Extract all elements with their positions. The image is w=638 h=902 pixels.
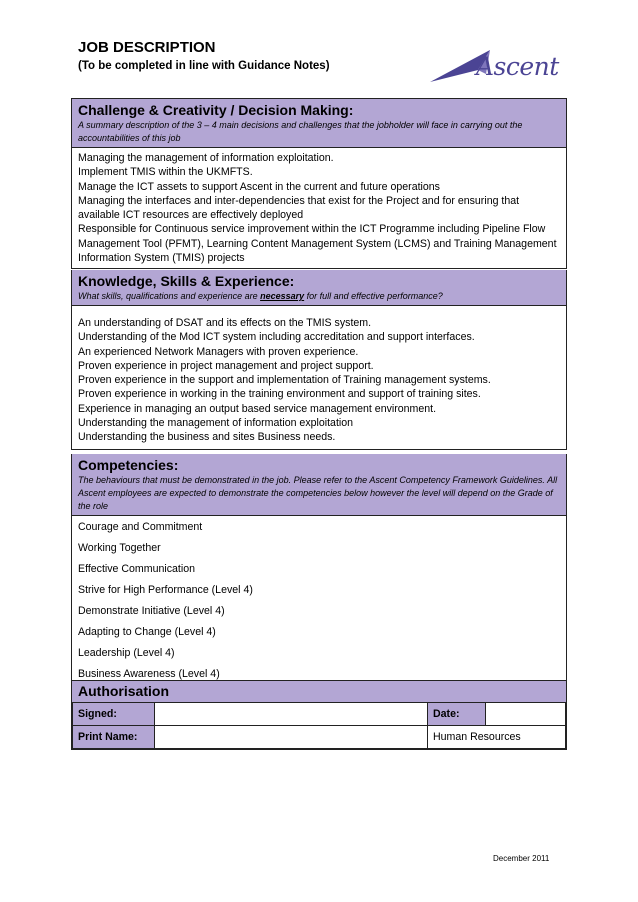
date-field[interactable] [486,703,566,726]
competencies-body [72,516,566,685]
competencies-header [72,454,566,516]
list-item: Demonstrate Initiative (Level 4) [78,605,225,617]
table-row [73,703,566,726]
challenge-note: A summary description of the 3 – 4 main decisions and challenges that the jobholder will face in carrying out the accountabilities of this job [78,120,523,143]
list-item: Understanding the management of information exploitation [78,417,354,430]
list-item: An experienced Network Managers with proven experience. [78,345,359,358]
list-item: Adapting to Change (Level 4) [78,626,216,638]
list-item: Experience in managing an output based service management environment. [78,402,437,415]
list-item: An understanding of DSAT and its effects on the TMIS system. [78,317,372,329]
list-item: Responsible for Continuous service improvement within the ICT Programme including Pipeline Flow Management Tool (PFMT), Learning Content Management System (LCMS) and Training Management Information System (TMIS) projects [78,223,557,265]
knowledge-note-part: What skills, qualifications and experience are [78,291,261,301]
list-item: Understanding of the Mod ICT system including accreditation and support interfaces. [78,331,475,344]
print-name-role: Human Resources [428,726,566,749]
page-title: JOB DESCRIPTION [78,39,216,56]
list-item: Working Together [78,542,161,554]
signed-field[interactable] [155,703,428,726]
authorisation-header [72,681,566,702]
list-item: Strive for High Performance (Level 4) [78,584,253,596]
challenge-section [71,98,567,269]
knowledge-note-part: for full and effective performance? [304,291,443,301]
page-subtitle: (To be completed in line with Guidance Notes) [78,60,330,72]
list-item: Implement TMIS within the UKMFTS. [78,166,253,179]
authorisation-section [71,680,567,750]
signed-label: Signed: [73,703,155,726]
knowledge-note-emphasis: necessary [260,291,305,301]
list-item: Managing the interfaces and inter-dependencies that exist for the Project and for ensuring that available ICT resources are effectively deployed [78,194,520,222]
challenge-title: Challenge & Creativity / Decision Making: [78,102,354,118]
knowledge-section [71,270,567,450]
print-name-field[interactable] [155,726,428,749]
competencies-note: The behaviours that must be demonstrated in the job. Please refer to the Ascent Competency Framework Guidelines. All Ascent employees are expected to demonstrate the competencies below however the level will depend on the Grade of the role [78,475,558,511]
list-item: Courage and Commitment [78,521,203,533]
footer-date: December 2011 [493,854,550,863]
competencies-section [71,454,567,686]
list-item: Proven experience in working in the training environment and support of training sites. [78,388,481,401]
knowledge-title: Knowledge, Skills & Experience: [78,273,295,289]
authorisation-title: Authorisation [78,683,169,699]
list-item: Managing the management of information exploitation. [78,152,334,164]
list-item: Understanding the business and sites Business needs. [78,431,336,444]
list-item: Proven experience in project management and project support. [78,359,374,372]
knowledge-note [78,290,560,303]
authorisation-table [72,702,566,749]
list-item: Manage the ICT assets to support Ascent in the current and future operations [78,180,440,193]
list-item: Business Awareness (Level 4) [78,668,220,680]
competencies-title: Competencies: [78,457,179,473]
list-item: Leadership (Level 4) [78,647,175,659]
challenge-body [72,148,566,268]
logo-text: Ascent [476,52,559,81]
date-label: Date: [428,703,486,726]
challenge-header [72,99,566,148]
print-name-label: Print Name: [73,726,155,749]
knowledge-body [72,306,566,449]
list-item: Proven experience in the support and implementation of Training management systems. [78,374,491,387]
list-item: Effective Communication [78,563,195,575]
knowledge-header [72,270,566,306]
table-row [73,726,566,749]
